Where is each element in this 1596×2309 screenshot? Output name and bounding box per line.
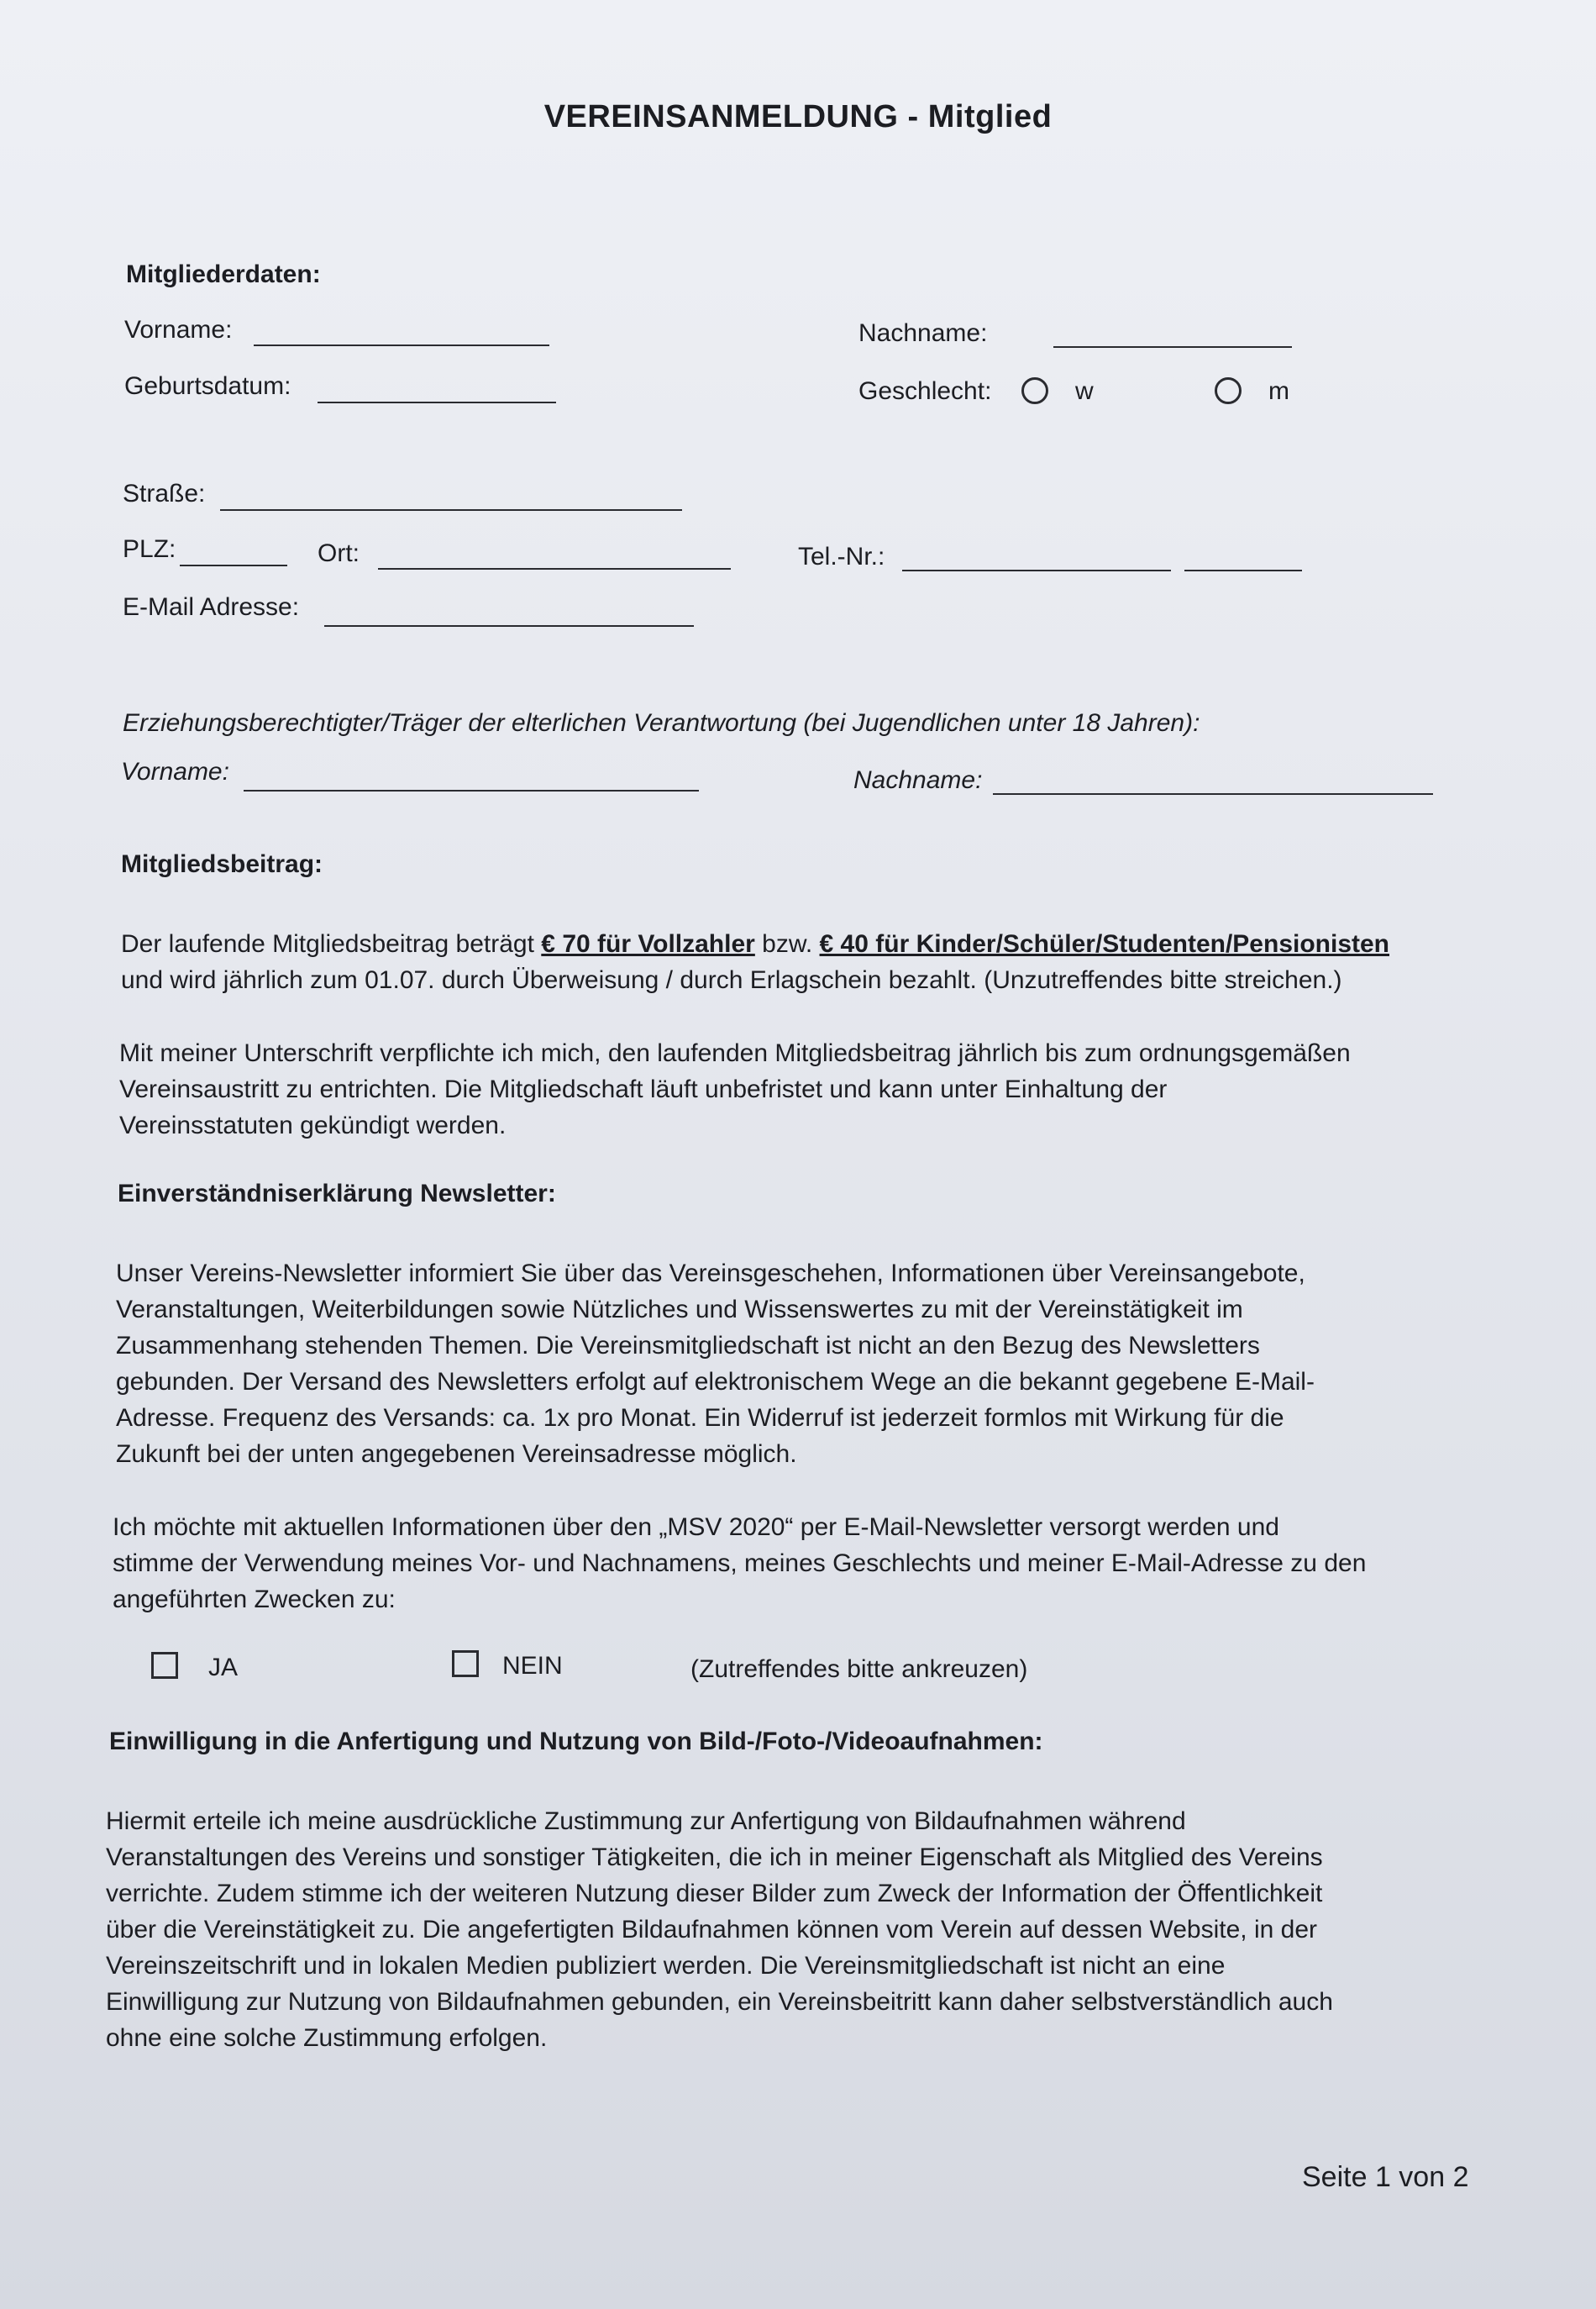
fee-commitment-line: Mit meiner Unterschrift verpflichte ich mich, den laufenden Mitgliedsbeitrag jährlich bis zum ordnungsgemäßen (119, 1039, 1351, 1067)
city-label: Ort: (318, 539, 360, 567)
last-name-label: Nachname: (858, 319, 988, 347)
newsletter-info-paragraph (116, 1255, 1315, 1472)
photo-consent-line: Hiermit erteile ich meine ausdrückliche Zustimmung zur Anfertigung von Bildaufnahmen während (106, 1807, 1186, 1835)
newsletter-yes-checkbox[interactable] (151, 1652, 178, 1679)
gender-w-radio[interactable] (1021, 377, 1048, 404)
gender-w-label: w (1075, 377, 1094, 405)
street-field[interactable] (220, 509, 682, 511)
fee-paragraph (121, 926, 1389, 998)
fee-commitment-line: Vereinsstatuten gekündigt werden. (119, 1112, 507, 1139)
newsletter-info-line: Unser Vereins-Newsletter informiert Sie über das Vereinsgeschehen, Informationen über Vereinsangebote, (116, 1260, 1305, 1287)
photo-consent-line: Vereinszeitschrift und in lokalen Medien publiziert werden. Die Vereinsmitgliedschaft ist nicht an eine (106, 1952, 1226, 1980)
fee-amount-reduced: € 40 für Kinder/Schüler/Studenten/Pensionisten (819, 930, 1390, 958)
newsletter-no-checkbox[interactable] (452, 1650, 479, 1677)
fee-line-1-mid: bzw. (754, 930, 820, 958)
zip-field[interactable] (180, 565, 287, 566)
newsletter-info-line: Zukunft bei der unten angegebenen Vereinsadresse möglich. (116, 1440, 797, 1468)
newsletter-consent-paragraph (113, 1509, 1366, 1617)
phone-field-extra[interactable] (1184, 570, 1302, 571)
photo-consent-heading: Einwilligung in die Anfertigung und Nutzung von Bild-/Foto-/Videoaufnahmen: (109, 1728, 1043, 1755)
first-name-field[interactable] (254, 345, 549, 346)
zip-label: PLZ: (123, 535, 176, 563)
newsletter-hint: (Zutreffendes bitte ankreuzen) (690, 1655, 1028, 1683)
fee-line-1-pre: Der laufende Mitgliedsbeitrag beträgt (121, 930, 542, 958)
photo-consent-line: ohne eine solche Zustimmung erfolgen. (106, 2024, 548, 2052)
fee-commitment-paragraph (119, 1035, 1351, 1144)
page-title: VEREINSANMELDUNG - Mitglied (543, 99, 1053, 134)
photo-consent-line: verrichte. Zudem stimme ich der weiteren Nutzung dieser Bilder zum Zweck der Information der Öffentlichkeit (106, 1880, 1323, 1907)
gender-label: Geschlecht: (858, 377, 992, 405)
birthdate-label: Geburtsdatum: (124, 372, 291, 400)
page-number: Seite 1 von 2 (1302, 2161, 1469, 2193)
guardian-last-name-field[interactable] (993, 793, 1433, 795)
guardian-first-name-field[interactable] (244, 790, 699, 792)
gender-m-radio[interactable] (1215, 377, 1242, 404)
email-label: E-Mail Adresse: (123, 593, 300, 621)
fee-line-2: und wird jährlich zum 01.07. durch Überweisung / durch Erlagschein bezahlt. (Unzutreffendes bitte streichen.) (121, 966, 1342, 994)
fee-heading: Mitgliedsbeitrag: (121, 850, 323, 878)
newsletter-consent-line: stimme der Verwendung meines Vor- und Nachnamens, meines Geschlechts und meiner E-Mail-Adresse zu den (113, 1549, 1367, 1577)
first-name-label: Vorname: (124, 316, 233, 344)
guardian-first-name-label: Vorname: (121, 758, 229, 786)
photo-consent-line: Veranstaltungen des Vereins und sonstiger Tätigkeiten, die ich in meiner Eigenschaft als Mitglied des Vereins (106, 1844, 1323, 1871)
photo-consent-line: über die Vereinstätigkeit zu. Die angefertigten Bildaufnahmen können vom Verein auf dessen Website, in der (106, 1916, 1318, 1943)
guardian-last-name-label: Nachname: (853, 766, 983, 794)
guardian-heading: Erziehungsberechtigter/Träger der elterlichen Verantwortung (bei Jugendlichen unter 18 Jahren): (123, 709, 1200, 737)
newsletter-consent-line: angeführten Zwecken zu: (113, 1586, 396, 1613)
fee-line-1 (121, 926, 1389, 962)
street-label: Straße: (123, 480, 206, 508)
birthdate-field[interactable] (318, 402, 556, 403)
phone-label: Tel.-Nr.: (798, 543, 885, 571)
gender-m-label: m (1268, 377, 1289, 405)
phone-field-main[interactable] (902, 570, 1171, 571)
newsletter-no-label: NEIN (502, 1652, 563, 1680)
newsletter-info-line: Zusammenhang stehenden Themen. Die Vereinsmitgliedschaft ist nicht an den Bezug des Newsletters (116, 1332, 1260, 1360)
fee-amount-full: € 70 für Vollzahler (541, 930, 755, 958)
newsletter-heading: Einverständniserklärung Newsletter: (118, 1180, 556, 1207)
newsletter-info-line: Adresse. Frequenz des Versands: ca. 1x pro Monat. Ein Widerruf ist jederzeit formlos mit Wirkung für die (116, 1404, 1284, 1432)
email-field[interactable] (324, 625, 694, 627)
photo-consent-line: Einwilligung zur Nutzung von Bildaufnahmen gebunden, ein Vereinsbeitritt kann daher selbstverständlich auch (106, 1988, 1333, 2016)
member-data-heading: Mitgliederdaten: (126, 260, 321, 288)
city-field[interactable] (378, 568, 731, 570)
newsletter-yes-label: JA (208, 1654, 239, 1681)
newsletter-info-line: gebunden. Der Versand des Newsletters erfolgt auf elektronischem Wege an die bekannt gegebene E-Mail- (116, 1368, 1315, 1396)
newsletter-consent-line: Ich möchte mit aktuellen Informationen über den „MSV 2020“ per E-Mail-Newsletter versorgt werden und (113, 1513, 1279, 1541)
last-name-field[interactable] (1053, 346, 1292, 348)
fee-commitment-line: Vereinsaustritt zu entrichten. Die Mitgliedschaft läuft unbefristet und kann unter Einhaltung der (119, 1076, 1168, 1103)
newsletter-info-line: Veranstaltungen, Weiterbildungen sowie Nützliches und Wissenswertes zu mit der Vereinstätigkeit im (116, 1296, 1243, 1323)
photo-consent-paragraph (106, 1803, 1333, 2056)
